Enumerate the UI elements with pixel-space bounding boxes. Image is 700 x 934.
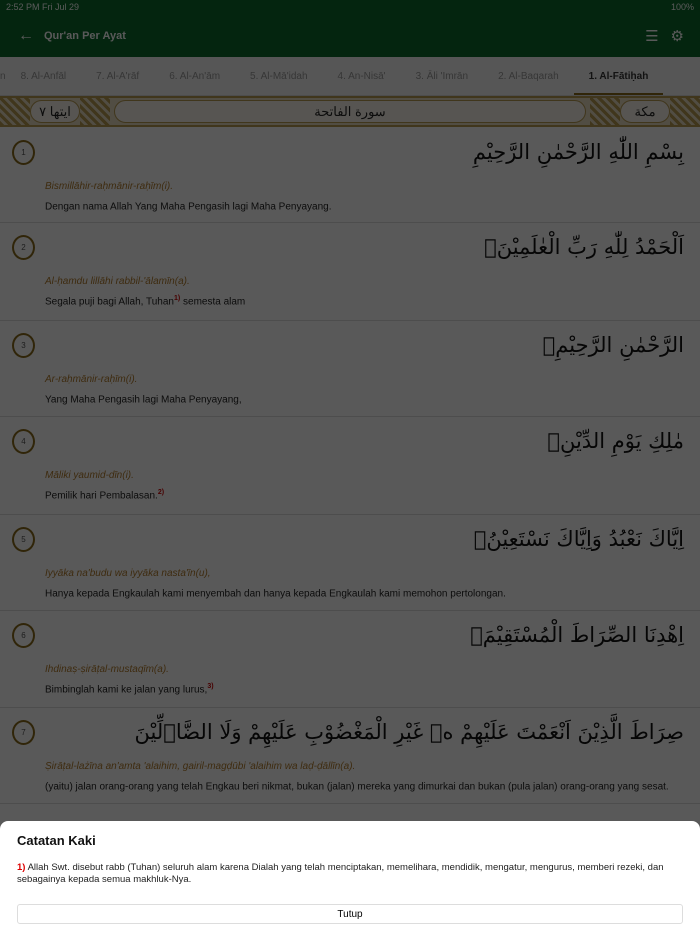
ayah-row[interactable] — [0, 128, 700, 223]
translation-text: Bimbinglah kami ke jalan yang lurus, — [45, 684, 208, 696]
tab-surah[interactable]: n — [0, 70, 6, 82]
ayah-row[interactable] — [0, 321, 700, 417]
ayah-arabic: الرَّحْمٰنِ الرَّحِيْمِۙ — [542, 333, 684, 357]
ayah-arabic: اِيَّاكَ نَعْبُدُ وَاِيَّاكَ نَسْتَعِيْنُۗ — [473, 527, 684, 551]
translation-text: Pemilik hari Pembalasan. — [45, 490, 158, 502]
tab-surah[interactable]: 2. Al-Baqarah — [498, 70, 559, 82]
tab-surah[interactable]: 1. Al-Fātiḥah — [574, 57, 664, 96]
ayah-number-icon: 1 — [12, 140, 35, 165]
translation-text: Hanya kepada Engkaulah kami menyembah dan hanya kepada Engkaulah kami memohon pertolongan. — [45, 588, 506, 600]
revelation-place: مكة — [620, 100, 670, 123]
ayah-translation — [45, 295, 245, 307]
list-menu-icon[interactable]: ☰ — [645, 27, 659, 45]
ayah-transliteration: Ihdinaṣ-ṣirāṭal-mustaqīm(a). — [45, 664, 169, 675]
tab-surah[interactable]: 5. Al-Mā'idah — [250, 70, 308, 82]
ayah-arabic: اَلْحَمْدُ لِلّٰهِ رَبِّ الْعٰلَمِيْنَۙ — [484, 235, 684, 259]
tab-surah[interactable]: 4. An-Nisā' — [337, 70, 386, 82]
translation-text: Segala puji bagi Allah, Tuhan — [45, 296, 174, 308]
ayah-arabic: بِسْمِ اللّٰهِ الرَّحْمٰنِ الرَّحِيْمِ — [472, 140, 684, 164]
ayah-row[interactable] — [0, 417, 700, 515]
sheet-title: Catatan Kaki — [17, 833, 96, 848]
surah-name-arabic: سورة الفاتحة — [114, 100, 586, 123]
surah-banner — [0, 96, 700, 127]
tab-surah[interactable]: 3. Āli 'Imrān — [415, 70, 469, 82]
ornament-icon — [80, 98, 110, 125]
ornament-icon — [0, 98, 30, 125]
ayah-count: ايتها ٧ — [30, 100, 80, 123]
ornament-icon — [590, 98, 620, 125]
ayah-transliteration: Al-ḥamdu lillāhi rabbil-'ālamīn(a). — [45, 276, 190, 287]
ayah-transliteration: Ar-raḥmānir-raḥīm(i). — [45, 374, 138, 385]
ayah-transliteration: Bismillāhir-raḥmānir-raḥīm(i). — [45, 181, 173, 192]
ayah-translation — [45, 780, 669, 792]
ayah-number-icon: 3 — [12, 333, 35, 358]
app-header — [0, 14, 700, 57]
tab-surah[interactable]: 8. Al-Anfāl — [20, 70, 67, 82]
ayah-transliteration: Ṣirāṭal-lażīna an'amta 'alaihim, gairil-magḍūbi 'alaihim wa laḍ-ḍāllīn(a). — [45, 761, 356, 772]
ayah-number-icon: 6 — [12, 623, 35, 648]
translation-text: (yaitu) jalan orang-orang yang telah Engkau beri nikmat, bukan (jalan) mereka yang dimurkai dan bukan (pula jalan) orang-orang yang sesat. — [45, 781, 669, 793]
ayah-translation — [45, 587, 506, 599]
ayah-row[interactable] — [0, 223, 700, 321]
ayah-translation — [45, 489, 164, 501]
footnote-body: Allah Swt. disebut rabb (Tuhan) seluruh alam karena Dialah yang telah menciptakan, memelihara, mendidik, mengatur, mengurus, memberi rezeki, dan sebagainya kepada semua makhluk-Nya. — [17, 862, 664, 885]
ayah-number-icon: 5 — [12, 527, 35, 552]
footnote-link[interactable]: 2) — [157, 489, 165, 496]
footnote-number: 1) — [17, 862, 26, 873]
surah-tabs — [0, 57, 700, 96]
footnote-link[interactable]: 1) — [174, 295, 181, 302]
ayah-number-icon: 4 — [12, 429, 35, 454]
status-time: 2:52 PM Fri Jul 29 — [6, 2, 80, 12]
ayah-number-icon: 2 — [12, 235, 35, 260]
page-title: Qur'an Per Ayat — [44, 29, 126, 42]
ayah-transliteration: Māliki yaumid-dīn(i). — [45, 470, 134, 481]
ayah-translation — [45, 200, 332, 212]
footnote-text — [17, 862, 683, 886]
ornament-icon — [670, 98, 700, 125]
battery-indicator: 100% — [670, 2, 694, 12]
ayah-translation — [45, 393, 242, 405]
status-bar — [0, 0, 700, 14]
ayah-arabic: مٰلِكِ يَوْمِ الدِّيْنِۗ — [547, 429, 684, 453]
ayah-arabic: صِرَاطَ الَّذِيْنَ اَنْعَمْتَ عَلَيْهِمْ ەۙ غَيْرِ الْمَغْضُوْبِ عَلَيْهِمْ وَلَا الضَّاۤلِّيْنَ — [134, 720, 684, 744]
tab-surah[interactable]: 6. Al-An'ām — [169, 70, 221, 82]
ayah-row[interactable] — [0, 708, 700, 804]
translation-text: Dengan nama Allah Yang Maha Pengasih lagi Maha Penyayang. — [45, 201, 332, 213]
ayah-arabic: اِهْدِنَا الصِّرَاطَ الْمُسْتَقِيْمَۙ — [470, 623, 684, 647]
ayah-translation — [45, 683, 214, 695]
close-button[interactable]: Tutup — [17, 904, 683, 924]
translation-text: Yang Maha Pengasih lagi Maha Penyayang, — [45, 394, 242, 406]
tab-surah[interactable]: 7. Al-A'rāf — [96, 70, 140, 82]
footnote-sheet — [0, 821, 700, 934]
ayah-number-icon: 7 — [12, 720, 35, 745]
footnote-link[interactable]: 3) — [207, 683, 214, 690]
back-arrow-icon[interactable]: ← — [18, 26, 34, 44]
translation-text-cont: semesta alam — [180, 296, 246, 308]
ayah-row[interactable] — [0, 611, 700, 708]
gear-icon[interactable]: ⚙ — [670, 27, 684, 45]
ayah-transliteration: Iyyāka na'budu wa iyyāka nasta'īn(u), — [45, 568, 211, 579]
ayah-row[interactable] — [0, 515, 700, 611]
